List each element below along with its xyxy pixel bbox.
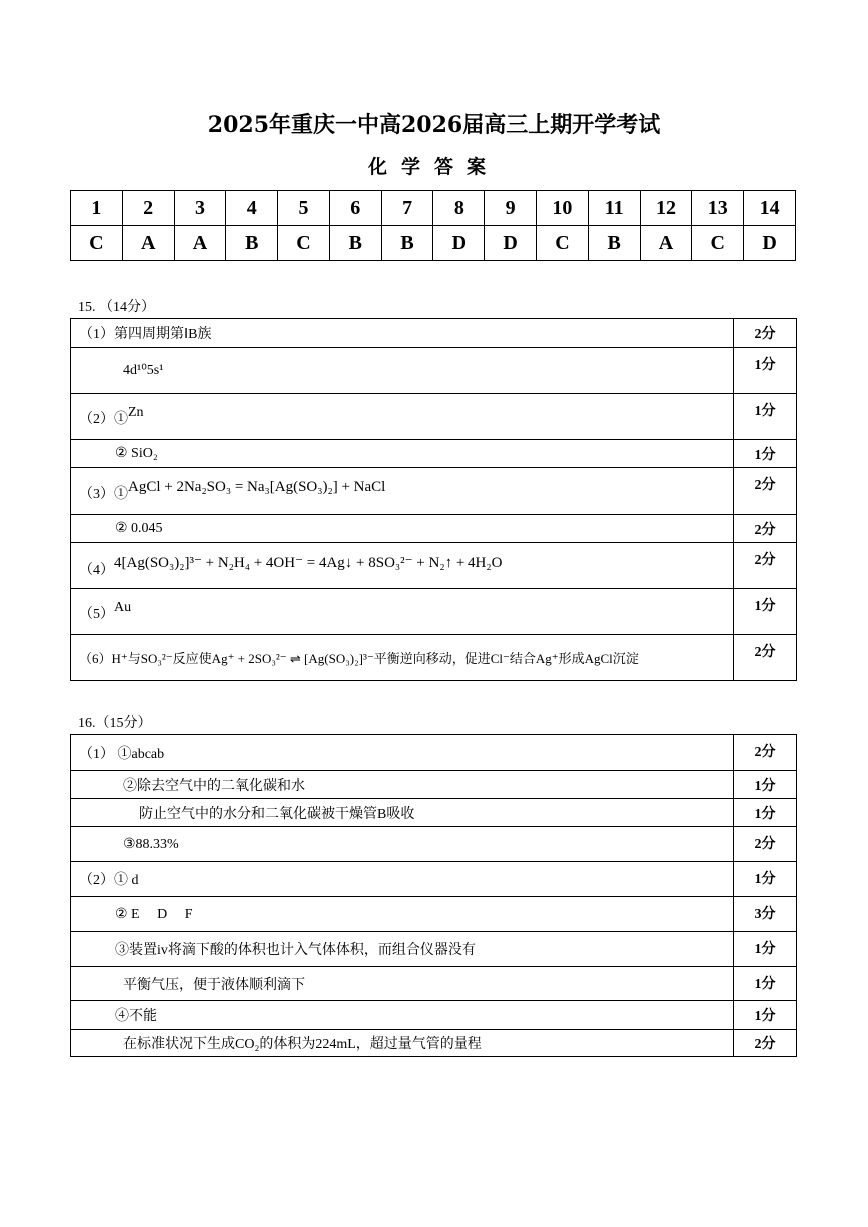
answer-cell <box>71 468 734 515</box>
answer-text: ②除去空气中的二氧化碳和水 <box>123 778 305 794</box>
answer-cell <box>71 932 734 967</box>
score-cell: 3分 <box>734 897 797 932</box>
mc-number-row <box>71 191 796 226</box>
table-row <box>71 468 797 515</box>
answer-cell <box>71 394 734 440</box>
mc-answer: B <box>226 226 278 261</box>
score-cell: 1分 <box>734 1001 797 1030</box>
answer-cell: （2）① d <box>71 862 734 897</box>
mc-answer: D <box>485 226 537 261</box>
mc-number: 7 <box>381 191 433 226</box>
answer-cell <box>71 543 734 589</box>
answer-text: Au <box>114 600 132 615</box>
mc-number: 2 <box>122 191 174 226</box>
answer-label: （6） <box>79 651 112 666</box>
table-row <box>71 967 797 1001</box>
score-cell: 1分 <box>734 589 797 635</box>
score-cell: 1分 <box>734 771 797 799</box>
q16-answer-table <box>70 734 797 1057</box>
score-cell: 1分 <box>734 967 797 1001</box>
score-cell: 1分 <box>734 932 797 967</box>
mc-number: 1 <box>71 191 123 226</box>
table-row <box>71 799 797 827</box>
answer-cell: （1） ①abcab <box>71 735 734 771</box>
mc-answer: B <box>381 226 433 261</box>
answer-cell <box>71 827 734 862</box>
mc-number: 10 <box>537 191 589 226</box>
page-subtitle: 化学答案 <box>367 156 500 178</box>
table-row <box>71 932 797 967</box>
mc-answer: D <box>744 226 796 261</box>
answer-cell <box>71 799 734 827</box>
answer-cell <box>71 897 734 932</box>
mc-number: 6 <box>329 191 381 226</box>
answer-cell <box>71 515 734 543</box>
score-cell: 1分 <box>734 799 797 827</box>
answer-text: ④不能 <box>115 1009 157 1024</box>
table-row <box>71 771 797 799</box>
answer-cell <box>71 440 734 468</box>
answer-text: Zn <box>128 405 144 420</box>
answer-text: 在标准状况下生成CO₂的体积为224mL，超过量气管的量程 <box>123 1037 482 1052</box>
q15-answer-table <box>70 318 797 681</box>
mc-number: 3 <box>174 191 226 226</box>
answer-cell <box>71 967 734 1001</box>
answer-label: （5） <box>79 607 114 622</box>
answer-text: ② 0.045 <box>115 521 163 536</box>
table-row <box>71 319 797 348</box>
table-row <box>71 635 797 681</box>
answer-cell <box>71 348 734 394</box>
q15-heading: 15. （14分） <box>78 300 155 315</box>
page-title: 2025年重庆一中高2026届高三上期开学考试 <box>207 112 661 138</box>
mc-number: 13 <box>692 191 744 226</box>
mc-answer-row <box>71 226 796 261</box>
score-cell: 2分 <box>734 515 797 543</box>
mc-number: 11 <box>588 191 640 226</box>
answer-label: （2）① <box>79 412 128 427</box>
mc-number: 8 <box>433 191 485 226</box>
answer-formula: 4[Ag(SO₃)₂]³⁻ + N₂H₄ + 4OH⁻ = 4Ag↓ + 8SO₃²⁻ + N₂↑ + 4H₂O <box>114 554 503 571</box>
mc-number: 4 <box>226 191 278 226</box>
mc-number: 9 <box>485 191 537 226</box>
table-row <box>71 589 797 635</box>
answer-cell: （1）第四周期第ⅠB族 <box>71 319 734 348</box>
answer-cell <box>71 589 734 635</box>
mc-answer: D <box>433 226 485 261</box>
multiple-choice-table <box>70 190 796 261</box>
score-cell: 1分 <box>734 440 797 468</box>
mc-answer: C <box>278 226 330 261</box>
mc-answer: A <box>640 226 692 261</box>
answer-text: 防止空气中的水分和二氧化碳被干燥管B吸收 <box>139 806 415 822</box>
mc-number: 14 <box>744 191 796 226</box>
table-row <box>71 348 797 394</box>
answer-label: （4） <box>79 562 114 578</box>
mc-answer: A <box>174 226 226 261</box>
table-row <box>71 515 797 543</box>
score-cell: 2分 <box>734 543 797 589</box>
table-row <box>71 440 797 468</box>
score-cell: 2分 <box>734 468 797 515</box>
table-row <box>71 1001 797 1030</box>
mc-answer: C <box>71 226 123 261</box>
answer-text: 4d¹⁰5s¹ <box>123 363 164 378</box>
score-cell: 1分 <box>734 862 797 897</box>
mc-number: 5 <box>278 191 330 226</box>
answer-text: ② E D F <box>115 906 193 922</box>
table-row <box>71 1030 797 1057</box>
score-cell: 2分 <box>734 319 797 348</box>
score-cell: 2分 <box>734 1030 797 1057</box>
answer-cell <box>71 635 734 681</box>
answer-text: 平衡气压，便于液体顺利滴下 <box>123 977 305 993</box>
score-cell: 2分 <box>734 635 797 681</box>
answer-cell <box>71 771 734 799</box>
answer-cell <box>71 1030 734 1057</box>
q16-heading: 16.（15分） <box>78 716 152 731</box>
score-cell: 2分 <box>734 735 797 771</box>
mc-answer: C <box>692 226 744 261</box>
answer-text: ③88.33% <box>123 836 179 852</box>
answer-cell <box>71 1001 734 1030</box>
mc-number: 12 <box>640 191 692 226</box>
score-cell: 2分 <box>734 827 797 862</box>
answer-text: H⁺与SO₃²⁻反应使Ag⁺ + 2SO₃²⁻ ⇌ [Ag(SO₃)₂]³⁻平衡逆向移动，促进Cl⁻结合Ag⁺形成AgCl沉淀 <box>111 651 639 666</box>
table-row <box>71 862 797 897</box>
mc-answer: C <box>537 226 589 261</box>
score-cell: 1分 <box>734 394 797 440</box>
score-cell: 1分 <box>734 348 797 394</box>
table-row <box>71 543 797 589</box>
answer-text: ② SiO₂ <box>115 446 158 461</box>
table-row <box>71 897 797 932</box>
table-row <box>71 394 797 440</box>
mc-answer: A <box>122 226 174 261</box>
answer-formula: AgCl + 2Na₂SO₃ = Na₃[Ag(SO₃)₂] + NaCl <box>128 479 386 495</box>
table-row <box>71 827 797 862</box>
mc-answer: B <box>329 226 381 261</box>
answer-label: （3）① <box>79 487 128 502</box>
answer-text: ③装置iv将滴下酸的体积也计入气体体积，而组合仪器没有 <box>115 943 476 958</box>
mc-answer: B <box>588 226 640 261</box>
table-row <box>71 735 797 771</box>
